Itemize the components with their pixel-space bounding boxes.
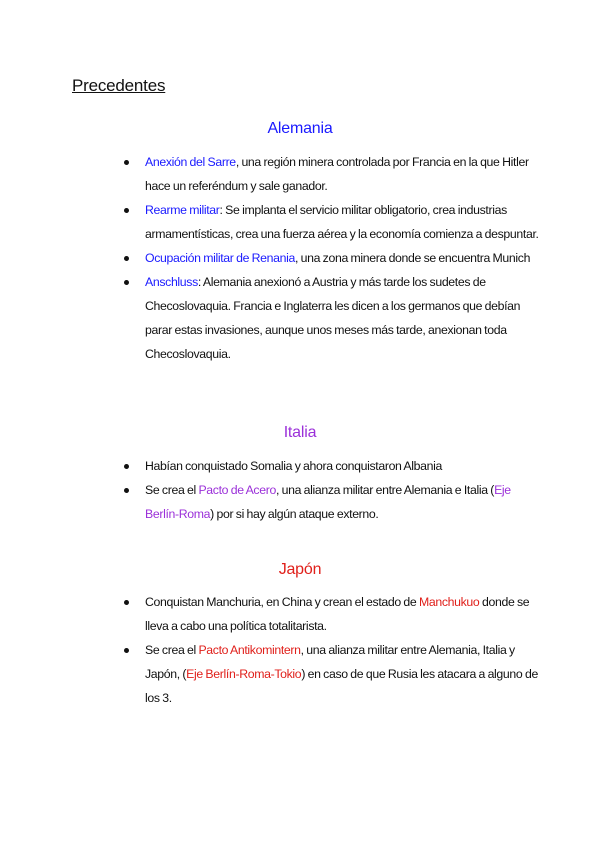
list-item	[120, 590, 540, 638]
highlight-term: Ocupación militar de Renania	[145, 251, 296, 265]
list-item	[120, 150, 540, 198]
item-text: , una alianza militar entre Alemania, Italia y Japón, (	[145, 643, 515, 681]
item-text: : Alemania anexionó a Austria y más tarde los sudetes de Checoslovaquia. Francia e Inglaterra les dicen a los germanos que debían parar estas invasiones, aunque unos meses más tarde, anexionan toda Checoslovaquia.	[145, 275, 521, 361]
item-text: ) por si hay algún ataque externo.	[210, 507, 379, 521]
list-item	[120, 478, 540, 526]
item-text: Habían conquistado Somalia y ahora conquistaron Albania	[145, 459, 443, 473]
item-text: , una alianza militar entre Alemania e Italia (	[275, 483, 495, 497]
highlight-term: Anschluss	[145, 275, 198, 289]
bullet-list-japon	[120, 590, 540, 710]
highlight-term: Rearme militar	[145, 203, 220, 217]
page-title: Precedentes	[72, 76, 166, 95]
section-heading-italia: Italia	[283, 424, 317, 441]
item-text: ) en caso de que Rusia les atacara a alguno de los 3.	[145, 667, 538, 705]
section-heading-japon: Japón	[278, 561, 322, 578]
item-text: donde se lleva a cabo una política totalitarista.	[145, 595, 530, 633]
section-heading-alemania: Alemania	[267, 120, 333, 137]
highlight-term: Anexión del Sarre	[145, 155, 236, 169]
highlight-term: Eje Berlín-Roma-Tokio	[186, 667, 302, 681]
item-text: , una zona minera donde se encuentra Munich	[295, 251, 531, 265]
item-text: : Se implanta el servicio militar obligatorio, crea industrias armamentísticas, crea una fuerza aérea y la economía comienza a despuntar.	[145, 203, 539, 241]
list-item	[120, 198, 540, 246]
highlight-term: Pacto Antikomintern	[198, 643, 301, 657]
list-item	[120, 638, 540, 710]
list-item	[120, 454, 540, 478]
list-item	[120, 246, 540, 270]
highlight-term: Manchukuo	[418, 595, 480, 609]
bullet-list-alemania	[120, 150, 540, 366]
list-item	[120, 270, 540, 366]
item-text: Se crea el	[145, 483, 199, 497]
highlight-term: Eje Berlín-Roma	[145, 483, 511, 521]
item-text: Conquistan Manchuria, en China y crean el estado de	[145, 595, 419, 609]
highlight-term: Pacto de Acero	[198, 483, 276, 497]
item-text: , una región minera controlada por Francia en la que Hitler hace un referéndum y sale ganador.	[145, 155, 529, 193]
bullet-list-italia	[120, 454, 540, 526]
item-text: Se crea el	[145, 643, 199, 657]
